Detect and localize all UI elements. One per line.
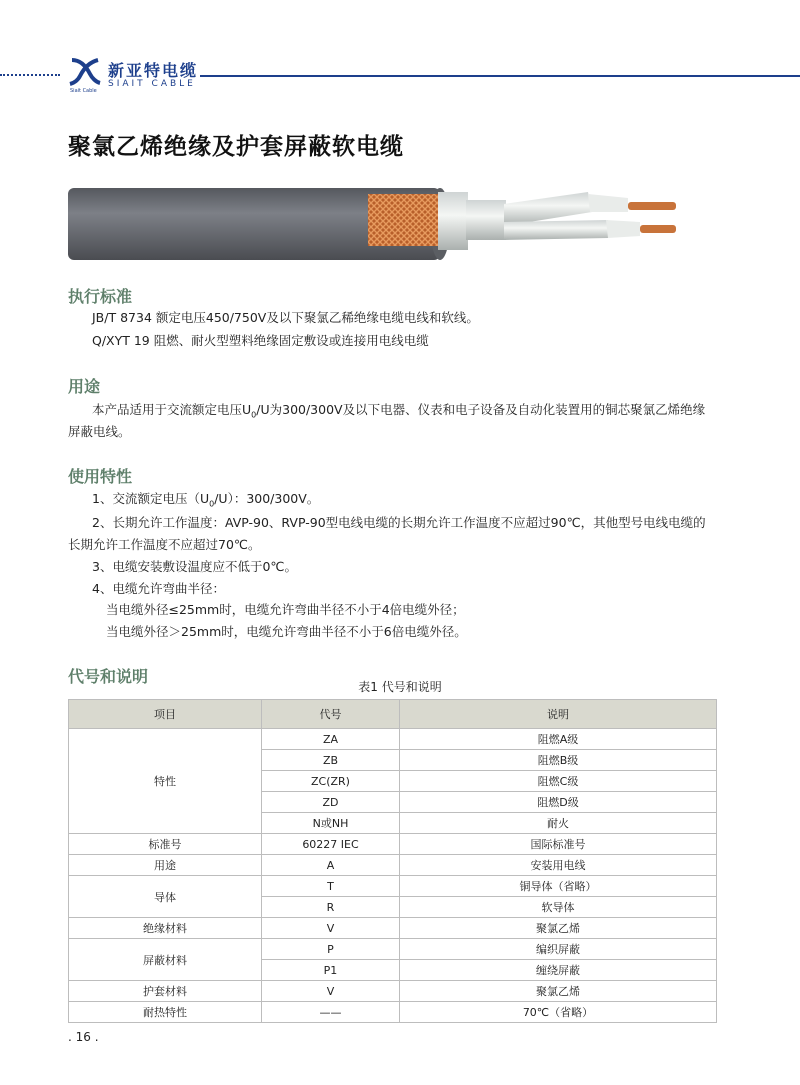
cell-description: 聚氯乙烯 <box>400 981 717 1002</box>
cell-code: ZD <box>262 792 400 813</box>
feature-item-4a: 当电缆外径≤25mm时，电缆允许弯曲半径不小于4倍电缆外径； <box>106 602 465 617</box>
section-title-codes: 代号和说明 <box>68 667 149 686</box>
feature-item-2-line-2: 长期允许工作温度不应超过70℃。 <box>68 537 261 552</box>
page-title: 聚氯乙烯绝缘及护套屏蔽软电缆 <box>68 134 404 160</box>
brand-name-en: SIAIT CABLE <box>108 79 196 89</box>
cell-code: ZC(ZR) <box>262 771 400 792</box>
cell-description: 70℃（省略） <box>400 1002 717 1023</box>
table-row <box>69 981 717 1002</box>
table-row <box>69 1002 717 1023</box>
section-title-features: 使用特性 <box>68 467 133 486</box>
feature-item-4: 4、电缆允许弯曲半径： <box>92 581 225 596</box>
header-rule <box>200 75 800 77</box>
cell-item: 用途 <box>69 855 262 876</box>
cell-description: 耐火 <box>400 813 717 834</box>
table-row <box>69 729 717 750</box>
cell-description: 铜导体（省略） <box>400 876 717 897</box>
cell-item: 耐热特性 <box>69 1002 262 1023</box>
cell-description: 聚氯乙烯 <box>400 918 717 939</box>
table-caption: 表1 代号和说明 <box>358 680 442 694</box>
cell-description: 缠绕屏蔽 <box>400 960 717 981</box>
feature-item-1: 1、交流额定电压$(U_0/U)$：300/300V。 <box>92 491 320 509</box>
cell-code: V <box>262 981 400 1002</box>
cell-code: P1 <box>262 960 400 981</box>
table-row <box>69 876 717 897</box>
cell-code: —— <box>262 1002 400 1023</box>
feature-item-4b: 当电缆外径＞25mm时，电缆允许弯曲半径不小于6倍电缆外径。 <box>106 624 467 639</box>
cell-code: N或NH <box>262 813 400 834</box>
logo-text: Siait Cable <box>70 88 97 94</box>
cell-code: P <box>262 939 400 960</box>
cell-code: 60227 IEC <box>262 834 400 855</box>
header-dotted-line <box>0 74 60 76</box>
cell-description: 编织屏蔽 <box>400 939 717 960</box>
table-row <box>69 918 717 939</box>
cell-description: 阻燃D级 <box>400 792 717 813</box>
cell-item: 护套材料 <box>69 981 262 1002</box>
table-row <box>69 939 717 960</box>
page-header <box>0 50 800 94</box>
section-title-standard: 执行标准 <box>68 287 133 306</box>
table-header-row <box>69 700 717 729</box>
standard-line-2: Q/XYT 19 阻燃、耐火型塑料绝缘固定敷设或连接用电线电缆 <box>92 333 429 348</box>
cell-item: 绝缘材料 <box>69 918 262 939</box>
cell-item: 标准号 <box>69 834 262 855</box>
cell-item: 导体 <box>69 876 262 918</box>
cable-illustration <box>68 182 688 272</box>
feature-item-2-line-1: 2、长期允许工作温度：AVP-90、RVP-90型电线电缆的长期允许工作温度不应超过90℃，其他型号电线电缆的 <box>92 515 706 530</box>
cell-code: ZA <box>262 729 400 750</box>
cell-item: 屏蔽材料 <box>69 939 262 981</box>
cell-description: 软导体 <box>400 897 717 918</box>
codes-table <box>68 699 717 1023</box>
brand-name-cn: 新亚特电缆 <box>108 61 199 80</box>
feature-item-3: 3、电缆安装敷设温度应不低于0℃。 <box>92 559 297 574</box>
cell-description: 阻燃B级 <box>400 750 717 771</box>
usage-line-1: 本产品适用于交流额定电压$U_0/U$为300/300V及以下电器、仪表和电子设备及自动化装置用的铜芯聚氯乙烯绝缘 <box>92 402 706 420</box>
cell-description: 安装用电线 <box>400 855 717 876</box>
section-title-usage: 用途 <box>68 377 101 396</box>
cell-code: V <box>262 918 400 939</box>
cell-code: R <box>262 897 400 918</box>
cell-item: 特性 <box>69 729 262 834</box>
column-header-code: 代号 <box>262 700 400 729</box>
column-header-description: 说明 <box>400 700 717 729</box>
cell-code: T <box>262 876 400 897</box>
cell-description: 阻燃C级 <box>400 771 717 792</box>
table-row <box>69 855 717 876</box>
column-header-item: 项目 <box>69 700 262 729</box>
brand-logo-icon <box>68 56 102 88</box>
cell-code: A <box>262 855 400 876</box>
table-row <box>69 834 717 855</box>
standard-line-1: JB/T 8734 额定电压450/750V及以下聚氯乙稀绝缘电缆电线和软线。 <box>92 310 479 325</box>
table-body <box>69 729 717 1023</box>
cell-description: 阻燃A级 <box>400 729 717 750</box>
page-number: . 16 . <box>68 1030 99 1044</box>
usage-line-2: 屏蔽电线。 <box>68 424 131 439</box>
cell-code: ZB <box>262 750 400 771</box>
cell-description: 国际标准号 <box>400 834 717 855</box>
